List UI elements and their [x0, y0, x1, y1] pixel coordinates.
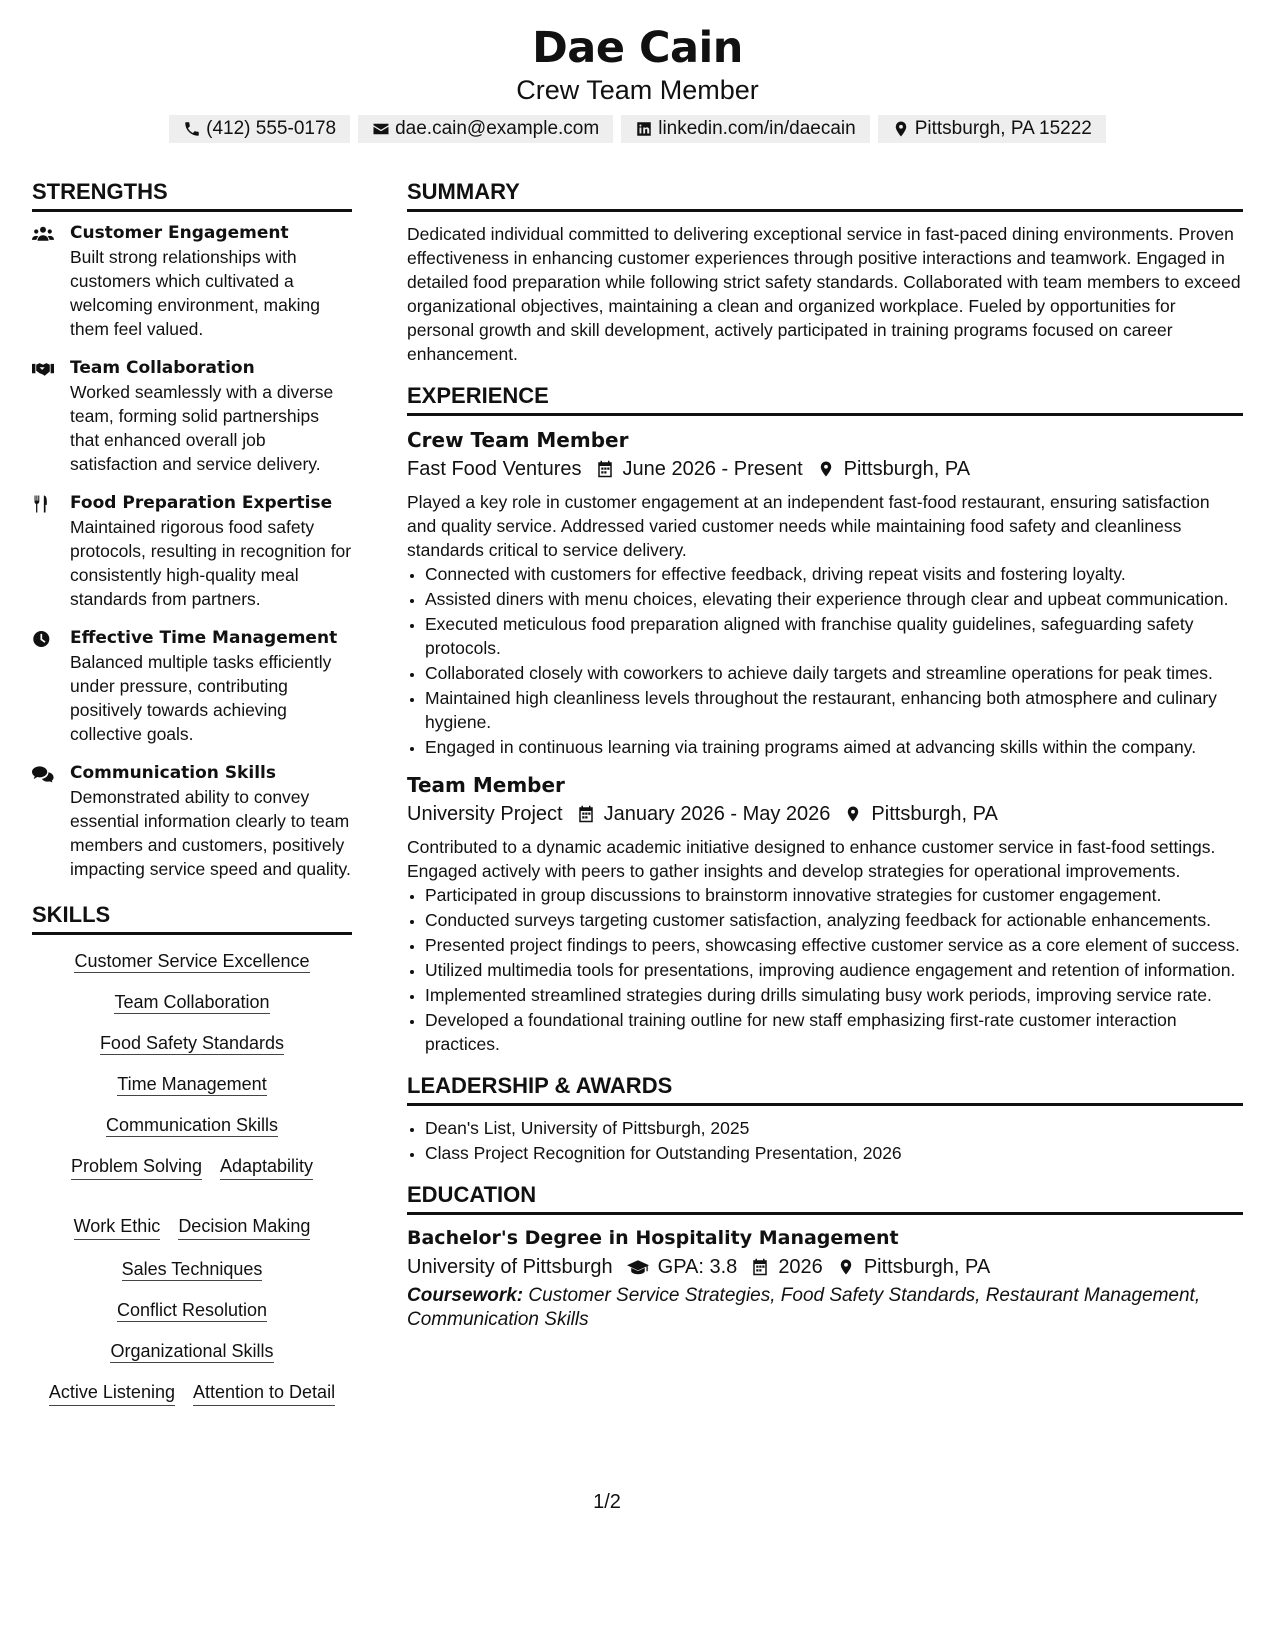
skill-tag: Communication Skills [105, 1115, 279, 1135]
skill-tag: Organizational Skills [110, 1341, 274, 1361]
job-entry [407, 426, 1243, 759]
job-location: Pittsburgh, PA [871, 803, 998, 825]
comments-icon [32, 765, 54, 783]
skill-tag: Time Management [117, 1074, 267, 1094]
skill-tag: Team Collaboration [114, 992, 270, 1012]
skill-tag: Sales Techniques [121, 1259, 263, 1279]
list-item: • Participated in group discussions to brainstorm innovative strategies for customer engagement. [425, 883, 1243, 907]
list-item: • Assisted diners with menu choices, elevating their experience through clear and upbeat communication. [425, 587, 1243, 611]
clock-icon [32, 630, 54, 648]
list-item: • Executed meticulous food preparation aligned with franchise quality guidelines, safeguarding safety protocols. [425, 612, 1243, 660]
skills-heading: SKILLS [32, 901, 352, 935]
map-pin-icon [844, 805, 862, 823]
phone-icon [183, 120, 201, 138]
list-item: • Maintained high cleanliness levels throughout the restaurant, enhancing both atmosphere and culinary hygiene. [425, 686, 1243, 734]
job-entry [407, 771, 1243, 1056]
strength-title: Customer Engagement [70, 223, 289, 243]
job-description: Played a key role in customer engagement at an independent fast-food restaurant, ensuring satisfaction and quality service. Addressed varied customer needs while maintaining food safety and cleanliness standards critical to service delivery. [407, 492, 1210, 560]
job-dates: January 2026 - May 2026 [603, 803, 831, 825]
skills-list [32, 945, 352, 1410]
list-item: • Class Project Recognition for Outstanding Presentation, 2026 [425, 1141, 1243, 1165]
envelope-icon [372, 120, 390, 138]
list-item: • Engaged in continuous learning via training programs aimed at advancing skills within the company. [425, 735, 1243, 759]
awards-list [407, 1116, 1243, 1165]
summary-text: Dedicated individual committed to delivering exceptional service in fast-paced dining environments. Proven effectiveness in enhancing customer experiences through positive interactions and teamwork. Engaged in detailed food preparation while following strict safety standards. Collaborated with team members to exceed organizational objectives, maintaining a clean and organized workplace. Fueled by opportunities for personal growth and skill development, actively participated in training programs focused on career enhancement. [407, 224, 1241, 364]
education-school: University of Pittsburgh [407, 1256, 613, 1278]
contact-location [878, 115, 1106, 143]
strength-title: Team Collaboration [70, 358, 255, 378]
candidate-name: Dae Cain [532, 23, 743, 73]
users-icon [32, 225, 54, 243]
handshake-icon [32, 360, 54, 378]
summary-heading: SUMMARY [407, 178, 1243, 212]
calendar-icon [596, 460, 614, 478]
education-meta [407, 1252, 1243, 1282]
location-text: Pittsburgh, PA 15222 [914, 118, 1092, 139]
map-pin-icon [817, 460, 835, 478]
skill-tag: Problem Solving [71, 1154, 202, 1180]
coursework-list: Customer Service Strategies, Food Safety Standards, Restaurant Management, Communication Skills [407, 1285, 1201, 1330]
leadership-heading: LEADERSHIP & AWARDS [407, 1072, 1243, 1106]
education-location: Pittsburgh, PA [863, 1256, 991, 1278]
job-bullets [407, 883, 1243, 1056]
contact-phone[interactable] [169, 115, 350, 143]
job-company: University Project [407, 803, 563, 825]
skill-tag: Adaptability [220, 1154, 313, 1180]
contact-linkedin[interactable] [621, 115, 870, 143]
resume-header [0, 0, 1275, 143]
strength-item [32, 762, 352, 881]
experience-heading: EXPERIENCE [407, 382, 1243, 416]
strength-desc: Worked seamlessly with a diverse team, forming solid partnerships that enhanced overall job satisfaction and service delivery. [70, 382, 334, 474]
list-item: • Utilized multimedia tools for presentations, improving audience engagement and retention of information. [425, 958, 1243, 982]
job-meta [407, 454, 1243, 484]
skill-tag: Conflict Resolution [116, 1300, 268, 1320]
linkedin-icon [635, 120, 653, 138]
education-year: 2026 [778, 1256, 823, 1278]
contact-bar [0, 115, 1275, 143]
map-pin-icon [837, 1258, 855, 1276]
right-column [407, 178, 1243, 1410]
calendar-icon [751, 1258, 769, 1276]
resume-body [32, 178, 1243, 1410]
list-item: • Dean's List, University of Pittsburgh, 2025 [425, 1116, 1243, 1140]
strengths-heading: STRENGTHS [32, 178, 352, 212]
list-item: • Developed a foundational training outline for new staff emphasizing first-rate customer interaction practices. [425, 1008, 1243, 1056]
strength-title: Food Preparation Expertise [70, 493, 333, 513]
candidate-headline: Crew Team Member [516, 75, 759, 105]
education-heading: EDUCATION [407, 1181, 1243, 1215]
phone-text: (412) 555-0178 [206, 118, 337, 139]
strength-title: Communication Skills [70, 763, 276, 783]
strength-item [32, 222, 352, 341]
list-item: • Implemented streamlined strategies during drills simulating busy work periods, improving service rate. [425, 983, 1243, 1007]
job-bullets [407, 562, 1243, 759]
skill-tag: Customer Service Excellence [74, 951, 310, 971]
calendar-icon [577, 805, 595, 823]
job-dates: June 2026 - Present [622, 458, 803, 480]
list-item: • Collaborated closely with coworkers to achieve daily targets and streamline operations for peak times. [425, 661, 1243, 685]
strength-item [32, 357, 352, 476]
strength-desc: Built strong relationships with customers which cultivated a welcoming environment, making them feel valued. [70, 247, 320, 339]
left-column [32, 178, 352, 1410]
job-company: Fast Food Ventures [407, 458, 582, 480]
skill-tag: Attention to Detail [193, 1380, 335, 1406]
contact-email[interactable] [358, 115, 613, 143]
map-pin-icon [892, 120, 910, 138]
email-text: dae.cain@example.com [395, 118, 600, 139]
list-item: • Presented project findings to peers, showcasing effective customer service as a core element of success. [425, 933, 1243, 957]
education-degree: Bachelor's Degree in Hospitality Management [407, 1227, 899, 1249]
job-meta [407, 799, 1243, 829]
job-title: Crew Team Member [407, 428, 629, 452]
job-title: Team Member [407, 773, 565, 797]
education-coursework [407, 1284, 1243, 1332]
education-gpa: GPA: 3.8 [657, 1256, 738, 1278]
skill-tag: Decision Making [178, 1214, 310, 1240]
list-item: • Conducted surveys targeting customer satisfaction, analyzing feedback for actionable enhancements. [425, 908, 1243, 932]
coursework-label: Coursework: [407, 1285, 524, 1306]
skill-tag: Active Listening [49, 1380, 175, 1406]
strength-item [32, 492, 352, 611]
linkedin-text: linkedin.com/in/daecain [658, 118, 856, 139]
job-location: Pittsburgh, PA [843, 458, 971, 480]
strength-desc: Demonstrated ability to convey essential information clearly to team members and customers, positively impacting service speed and quality. [70, 787, 351, 879]
utensils-icon [32, 495, 54, 513]
job-description: Contributed to a dynamic academic initiative designed to enhance customer service in fast-food settings. Engaged actively with peers to gather insights and develop strategies for operational improvements. [407, 837, 1216, 881]
skill-tag: Food Safety Standards [99, 1033, 285, 1053]
strength-item [32, 627, 352, 746]
strength-desc: Balanced multiple tasks efficiently under pressure, contributing positively towards achieving collective goals. [70, 652, 332, 744]
list-item: • Connected with customers for effective feedback, driving repeat visits and fostering loyalty. [425, 562, 1243, 586]
graduation-cap-icon [627, 1258, 649, 1276]
strength-title: Effective Time Management [70, 628, 338, 648]
skill-tag: Work Ethic [74, 1214, 161, 1240]
strength-desc: Maintained rigorous food safety protocols, resulting in recognition for consistently high-quality meal standards from partners. [70, 517, 352, 609]
page-number: 1/2 [593, 1491, 621, 1513]
